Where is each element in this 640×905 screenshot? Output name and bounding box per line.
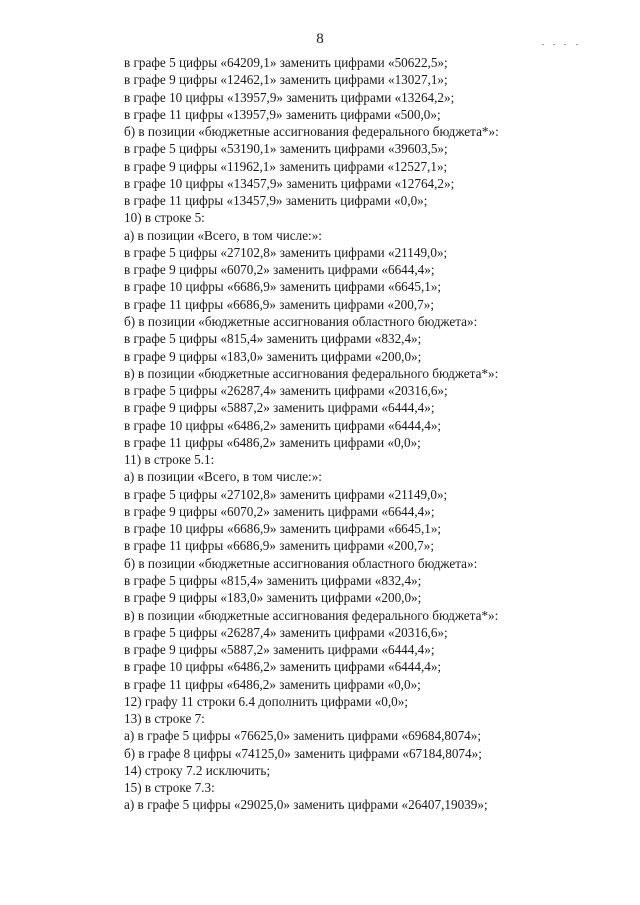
text-line: в графе 9 цифры «183,0» заменить цифрами «200,0»; bbox=[124, 590, 422, 606]
text-line: в графе 11 цифры «13957,9» заменить цифрами «500,0»; bbox=[124, 106, 441, 122]
text-line: а) в позиции «Всего, в том числе:»: bbox=[124, 227, 322, 243]
text-line: в графе 11 цифры «6686,9» заменить цифрами «200,7»; bbox=[124, 296, 435, 312]
text-line: в графе 9 цифры «183,0» заменить цифрами «200,0»; bbox=[124, 348, 422, 364]
text-line: а) в графе 5 цифры «29025,0» заменить цифрами «26407,19039»; bbox=[124, 797, 488, 813]
text-line: в графе 5 цифры «64209,1» заменить цифрами «50622,5»; bbox=[124, 55, 448, 70]
text-line: в графе 5 цифры «815,4» заменить цифрами «832,4»; bbox=[124, 331, 422, 347]
text-line: в графе 10 цифры «6486,2» заменить цифрами «6444,4»; bbox=[124, 417, 442, 433]
text-line: 13) в строке 7: bbox=[124, 711, 205, 727]
scan-speck bbox=[564, 44, 566, 45]
text-line: в графе 9 цифры «12462,1» заменить цифрами «13027,1»; bbox=[124, 72, 448, 88]
text-line: в графе 5 цифры «815,4» заменить цифрами «832,4»; bbox=[124, 572, 422, 588]
text-line: в графе 10 цифры «6486,2» заменить цифрами «6444,4»; bbox=[124, 659, 442, 675]
text-line: в графе 11 цифры «13457,9» заменить цифрами «0,0»; bbox=[124, 193, 428, 209]
text-line: в графе 9 цифры «5887,2» заменить цифрами «6444,4»; bbox=[124, 642, 435, 658]
text-line: в графе 10 цифры «6686,9» заменить цифрами «6645,1»; bbox=[124, 521, 442, 537]
text-line: в графе 10 цифры «13957,9» заменить цифрами «13264,2»; bbox=[124, 89, 455, 105]
text-line: в графе 11 цифры «6486,2» заменить цифрами «0,0»; bbox=[124, 676, 421, 692]
text-line: а) в графе 5 цифры «76625,0» заменить цифрами «69684,8074»; bbox=[124, 728, 482, 744]
scan-speck bbox=[542, 44, 544, 45]
text-line: 15) в строке 7.3: bbox=[124, 780, 215, 796]
text-line: б) в позиции «бюджетные ассигнования областного бюджета»: bbox=[124, 555, 478, 571]
scan-speck bbox=[553, 44, 555, 45]
text-line: 10) в строке 5: bbox=[124, 210, 205, 226]
text-line: в) в позиции «бюджетные ассигнования федерального бюджета*»: bbox=[124, 607, 499, 623]
page-number: 8 bbox=[316, 31, 324, 47]
text-line: в графе 10 цифры «6686,9» заменить цифрами «6645,1»; bbox=[124, 279, 442, 295]
text-line: б) в позиции «бюджетные ассигнования федерального бюджета*»: bbox=[124, 124, 499, 140]
text-line: в графе 9 цифры «11962,1» заменить цифрами «12527,1»; bbox=[124, 158, 448, 174]
text-line: в графе 9 цифры «6070,2» заменить цифрами «6644,4»; bbox=[124, 262, 435, 278]
text-line: в графе 5 цифры «26287,4» заменить цифрами «20316,6»; bbox=[124, 383, 448, 399]
text-line: 11) в строке 5.1: bbox=[124, 452, 215, 468]
text-line: 14) строку 7.2 исключить; bbox=[124, 762, 271, 778]
text-line: в графе 5 цифры «27102,8» заменить цифрами «21149,0»; bbox=[124, 244, 448, 260]
text-line: в графе 11 цифры «6486,2» заменить цифрами «0,0»; bbox=[124, 434, 421, 450]
text-line: в графе 9 цифры «5887,2» заменить цифрами «6444,4»; bbox=[124, 400, 435, 416]
text-line: б) в графе 8 цифры «74125,0» заменить цифрами «67184,8074»; bbox=[124, 745, 482, 761]
text-line: в графе 10 цифры «13457,9» заменить цифрами «12764,2»; bbox=[124, 175, 455, 191]
scan-speck bbox=[576, 44, 578, 45]
text-line: б) в позиции «бюджетные ассигнования областного бюджета»: bbox=[124, 313, 478, 329]
text-line: а) в позиции «Всего, в том числе:»: bbox=[124, 469, 322, 485]
text-line: в графе 11 цифры «6686,9» заменить цифрами «200,7»; bbox=[124, 538, 435, 554]
text-line: в графе 5 цифры «27102,8» заменить цифрами «21149,0»; bbox=[124, 486, 448, 502]
text-line: в графе 5 цифры «26287,4» заменить цифрами «20316,6»; bbox=[124, 624, 448, 640]
text-line: в графе 5 цифры «53190,1» заменить цифрами «39603,5»; bbox=[124, 141, 448, 157]
amendment-text bbox=[124, 54, 624, 814]
text-line: в графе 9 цифры «6070,2» заменить цифрами «6644,4»; bbox=[124, 503, 435, 519]
text-line: 12) графу 11 строки 6.4 дополнить цифрами «0,0»; bbox=[124, 693, 409, 709]
text-line: в) в позиции «бюджетные ассигнования федерального бюджета*»: bbox=[124, 365, 499, 381]
